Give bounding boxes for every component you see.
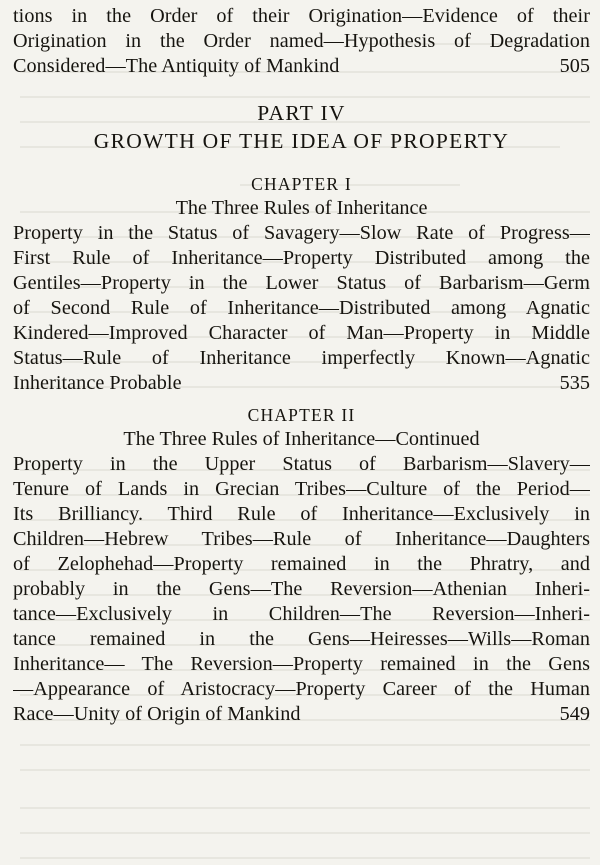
entry-line: Property in the Upper Status of Barbarism—Slavery— [13, 453, 590, 475]
chapter-label: CHAPTER II [247, 405, 356, 425]
part-label: PART IV [257, 101, 346, 125]
page-number: 535 [559, 372, 590, 394]
entry-line: tance—Exclusively in Children—The Reversion—Inheri- [13, 603, 590, 625]
entry-text: Race—Unity of Origin of Mankind [13, 703, 301, 725]
entry-line: —Appearance of Aristocracy—Property Career of the Human [13, 678, 590, 700]
entry-line: Status—Rule of Inheritance imperfectly Known—Agnatic [13, 347, 590, 369]
top-entry [13, 4, 590, 79]
part-title: GROWTH OF THE IDEA OF PROPERTY [93, 129, 510, 153]
entry-text: Considered—The Antiquity of Mankind [13, 55, 340, 77]
entry-text: Inheritance Probable [13, 372, 182, 394]
entry-line: Property in the Status of Savagery—Slow Rate of Progress— [13, 222, 590, 244]
entry-last-line [13, 54, 590, 79]
entry-line: Gentiles—Property in the Lower Status of Barbarism—Germ [13, 272, 590, 294]
entry-line: tions in the Order of their Origination—Evidence of their [13, 5, 590, 27]
entry-line: Tenure of Lands in Grecian Tribes—Culture of the Period— [13, 478, 590, 500]
entry-last-line [13, 371, 590, 396]
chapter-title: The Three Rules of Inheritance—Continued [123, 428, 480, 450]
chapter-2 [13, 403, 590, 727]
entry-line: First Rule of Inheritance—Property Distributed among the [13, 247, 590, 269]
page-number: 505 [559, 55, 590, 77]
entry-line: Inheritance— The Reversion—Property remained in the Gens [13, 653, 590, 675]
contents-page [13, 4, 590, 727]
entry-line: Its Brilliancy. Third Rule of Inheritance—Exclusively in [13, 503, 590, 525]
entry-line: Origination in the Order named—Hypothesis of Degradation [13, 30, 590, 52]
chapter-label: CHAPTER I [251, 174, 352, 194]
entry-line: of Second Rule of Inheritance—Distributed among Agnatic [13, 297, 590, 319]
entry-line: tance remained in the Gens—Heiresses—Wills—Roman [13, 628, 590, 650]
entry-last-line [13, 702, 590, 727]
entry-line: of Zelophehad—Property remained in the Phratry, and [13, 553, 590, 575]
page-number: 549 [559, 703, 590, 725]
entry-line: Children—Hebrew Tribes—Rule of Inheritance—Daughters [13, 528, 590, 550]
entry-line: Kindered—Improved Character of Man—Property in Middle [13, 322, 590, 344]
chapter-1 [13, 172, 590, 396]
chapter-title: The Three Rules of Inheritance [175, 197, 428, 219]
entry-line: probably in the Gens—The Reversion—Athenian Inheri- [13, 578, 590, 600]
